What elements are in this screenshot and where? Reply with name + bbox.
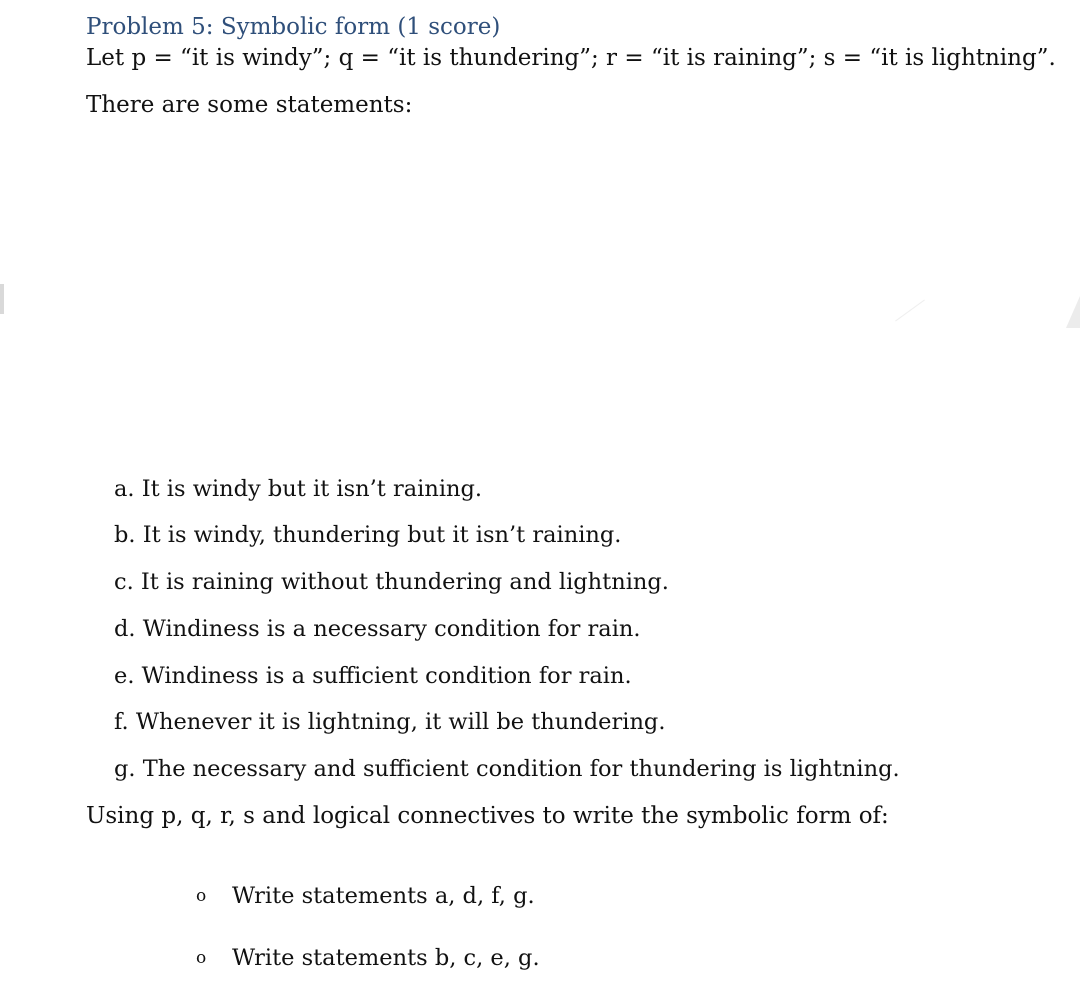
instruction-text: Using p, q, r, s and logical connectives to write the symbolic form of: — [86, 803, 889, 829]
task-item-2 — [196, 945, 540, 971]
statement-b: b. It is windy, thundering but it isn’t raining. — [114, 522, 622, 548]
problem-title: Problem 5: Symbolic form (1 score) — [86, 14, 501, 40]
statement-e: e. Windiness is a sufficient condition for rain. — [114, 663, 632, 689]
task-item-1 — [196, 883, 535, 909]
circle-bullet-icon: o — [196, 886, 207, 906]
scan-artifact-line — [895, 300, 925, 322]
statement-f: f. Whenever it is lightning, it will be thundering. — [114, 709, 666, 735]
statement-c: c. It is raining without thundering and lightning. — [114, 569, 669, 595]
statement-a: a. It is windy but it isn’t raining. — [114, 476, 483, 502]
scan-corner-mark — [1066, 296, 1080, 328]
statement-g: g. The necessary and sufficient condition for thundering is lightning. — [114, 756, 900, 782]
statements-intro: There are some statements: — [86, 92, 413, 118]
variable-definitions: Let p = “it is windy”; q = “it is thundering”; r = “it is raining”; s = “it is lightning”. — [86, 45, 1056, 71]
statement-d: d. Windiness is a necessary condition for rain. — [114, 616, 641, 642]
task-text: Write statements b, c, e, g. — [232, 945, 540, 971]
circle-bullet-icon: o — [196, 948, 207, 968]
task-text: Write statements a, d, f, g. — [232, 883, 535, 909]
scan-edge-mark — [0, 284, 4, 314]
